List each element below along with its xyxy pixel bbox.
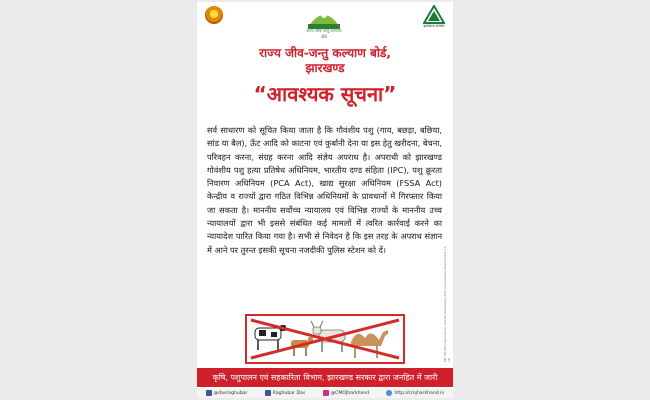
side-reference-note: PR 185187 (Agriculture, Animal Husbandry And Cooperative) Department 17-18 bbox=[443, 245, 451, 362]
social-handles-bar bbox=[197, 388, 453, 398]
emblem-logo bbox=[205, 6, 223, 24]
animal-welfare-board-logo bbox=[305, 6, 343, 39]
social-label: @CMOJharkhand bbox=[330, 390, 370, 396]
logo-caption: राज्य जीव-जन्तु कल्याण बोर्ड bbox=[306, 28, 342, 39]
web-icon bbox=[386, 390, 392, 396]
issuing-department-footer: कृषि, पशुपालन एवं सहकारिता विभाग, झारखण्ड सरकार द्वारा जनहित में जारी bbox=[197, 368, 453, 387]
government-logo-caption: झारखण्ड सरकार bbox=[423, 24, 445, 28]
instagram-icon bbox=[323, 390, 329, 396]
social-item[interactable] bbox=[386, 390, 444, 396]
public-notice-poster bbox=[197, 2, 453, 398]
board-title bbox=[197, 46, 453, 76]
board-title-line1: राज्य जीव-जन्तु कल्याण बोर्ड, bbox=[259, 46, 391, 60]
logo-strip bbox=[197, 2, 453, 40]
social-label: Raghubar Das bbox=[272, 390, 306, 396]
facebook-icon bbox=[206, 390, 212, 396]
social-label: http://cmjharkhand.in bbox=[394, 390, 445, 396]
prohibited-animals-image bbox=[245, 314, 405, 364]
social-item[interactable] bbox=[206, 390, 248, 396]
social-item[interactable] bbox=[323, 390, 370, 396]
social-label: @dasraghubar bbox=[213, 390, 248, 396]
board-title-line2: झारखण्ड bbox=[305, 61, 345, 75]
social-item[interactable] bbox=[265, 390, 305, 396]
notice-body: सर्व साधारण को सूचित किया जाता है कि गौवंशीय पशु (गाय, बछड़ा, बछिया, सांड या बैल), ऊँट आदि को काटना एवं कुर्बानी देना या इस हेतु खरीदना, बेचना, परिवहन करना, संग्रह करना आदि संज्ञेय अपराध है। अपराधी को झारखण्ड गोवंशीय पशु हत्या प्रतिषेध अधिनियम, भारतीय दण्ड संहिता (IPC), पशु क्रूरता निवारण अधिनियम (PCA Act), खाद्य सुरक्षा अधिनियम (FSSA Act) केन्द्रीय व राज्यों द्वारा गठित विभिन्न अधिनियमों के प्रावधानों में गिरफ्तार किया जा सकता है। माननीय सर्वोच्च न्यायालय एवं विभिन्न राज्यों के माननीय उच्च न्यायालयों द्वारा भी इससे संबंधित कई मामलों में त्वरित कार्रवाई करने का न्यायादेश पारित किया गया है। सभी से निवेदन है कि इस तरह के अपराध संज्ञान में आने पर तुरन्त इसकी सूचना नजदीकी पुलिस स्टेशन को दें। bbox=[207, 125, 442, 255]
government-logo bbox=[423, 5, 445, 31]
notice-heading: “आवश्यक सूचना” bbox=[253, 82, 397, 106]
facebook-icon bbox=[265, 390, 271, 396]
